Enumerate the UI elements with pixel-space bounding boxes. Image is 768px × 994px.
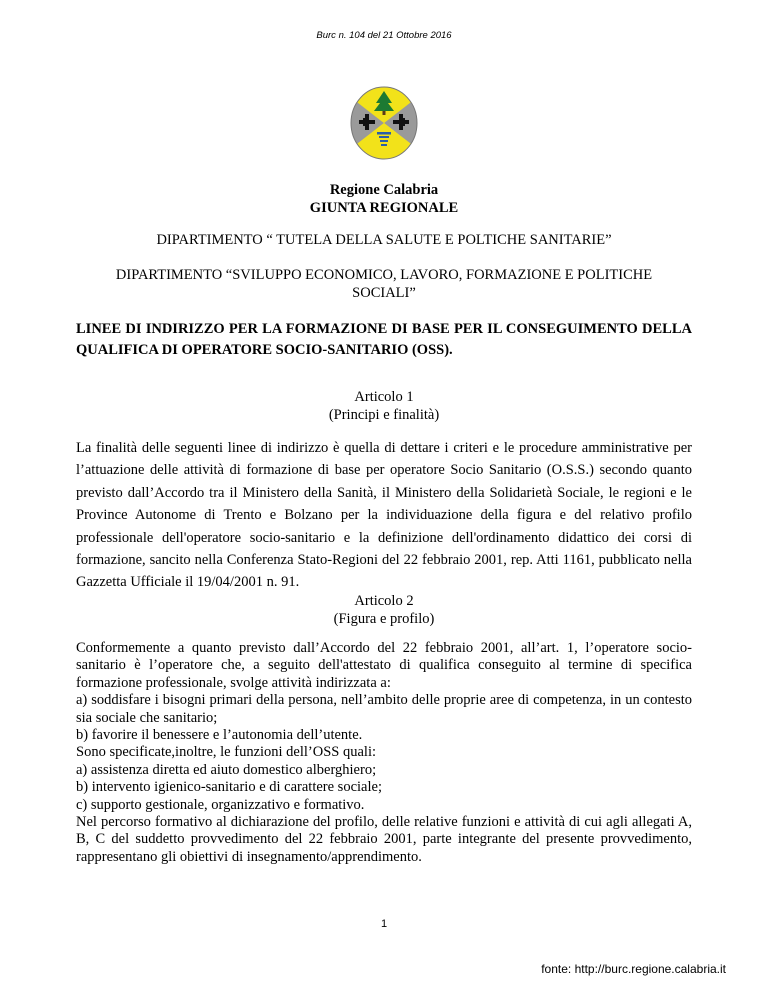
article-2-body — [76, 640, 692, 866]
article-1-body — [76, 437, 692, 594]
region-name: Regione Calabria — [329, 182, 439, 198]
regione-calabria-coat-of-arms-icon — [348, 85, 420, 161]
article-2-line: a) soddisfare i bisogni primari della persona, nell’ambito delle proprie aree di competenza, in un contesto sia sociale che sanitario; — [76, 692, 692, 726]
article-1-paragraph: La finalità delle seguenti linee di indirizzo è quella di dettare i criteri e le procedure amministrative per l’attuazione delle attività di formazione di base per operatore Socio Sanitario (O.S.S.) secondo quanto previsto dall’Accordo tra il Ministero della Sanità, il Ministero della Solidarietà Sociale, le regioni e le Province Autonome di Trento e Bolzano per la individuazione della figura e del relativo profilo professionale dell'operatore socio-sanitario e la definizione dell'ordinamento didattico dei corsi di formazione, sancito nella Conferenza Stato-Regioni del 22 febbraio 2001, rep. Atti 1161, pubblicato nella Gazzetta Ufficiale il 19/04/2001 n. 91. — [76, 440, 692, 591]
article-2-line: Conformemente a quanto previsto dall’Accordo del 22 febbraio 2001, all’art. 1, l’operatore socio-sanitario è l’operatore che, a seguito dell'attestato di qualifica conseguito al termine di specifica formazione professionale, svolge attività indirizzata a: — [76, 640, 692, 691]
article-2-line: b) intervento igienico-sanitario e di carattere sociale; — [76, 779, 382, 796]
department-2: DIPARTIMENTO “SVILUPPO ECONOMICO, LAVORO, FORMAZIONE E POLITICHE SOCIALI” — [115, 267, 653, 301]
article-1-subheading: (Principi e finalità) — [328, 407, 440, 423]
council-name: GIUNTA REGIONALE — [309, 200, 459, 216]
article-2-line: a) assistenza diretta ed aiuto domestico alberghiero; — [76, 761, 377, 778]
article-1-heading: Articolo 1 — [354, 389, 414, 405]
document-title: LINEE DI INDIRIZZO PER LA FORMAZIONE DI BASE PER IL CONSEGUIMENTO DELLA QUALIFICA DI OPERATORE SOCIO-SANITARIO (OSS). — [76, 321, 692, 358]
article-2-line: Sono specificate,inoltre, le funzioni dell’OSS quali: — [76, 744, 377, 761]
department-1: DIPARTIMENTO “ TUTELA DELLA SALUTE E POLTICHE SANITARIE” — [156, 232, 612, 248]
article-2-heading: Articolo 2 — [354, 593, 414, 609]
source-url: fonte: http://burc.regione.calabria.it — [541, 962, 726, 976]
article-2-line: Nel percorso formativo al dichiarazione del profilo, delle relative funzioni e attività di cui agli allegati A, B, C del suddetto provvedimento del 22 febbraio 2001, parte integrante del presente provvedimento, rappresentano gli obiettivi di insegnamento/apprendimento. — [76, 814, 692, 865]
bulletin-reference: Burc n. 104 del 21 Ottobre 2016 — [316, 30, 452, 41]
article-2-line: c) supporto gestionale, organizzativo e formativo. — [76, 796, 365, 813]
page-number: 1 — [380, 918, 388, 930]
article-2-line: b) favorire il benessere e l’autonomia dell’utente. — [76, 727, 363, 744]
article-2-subheading: (Figura e profilo) — [333, 611, 435, 627]
